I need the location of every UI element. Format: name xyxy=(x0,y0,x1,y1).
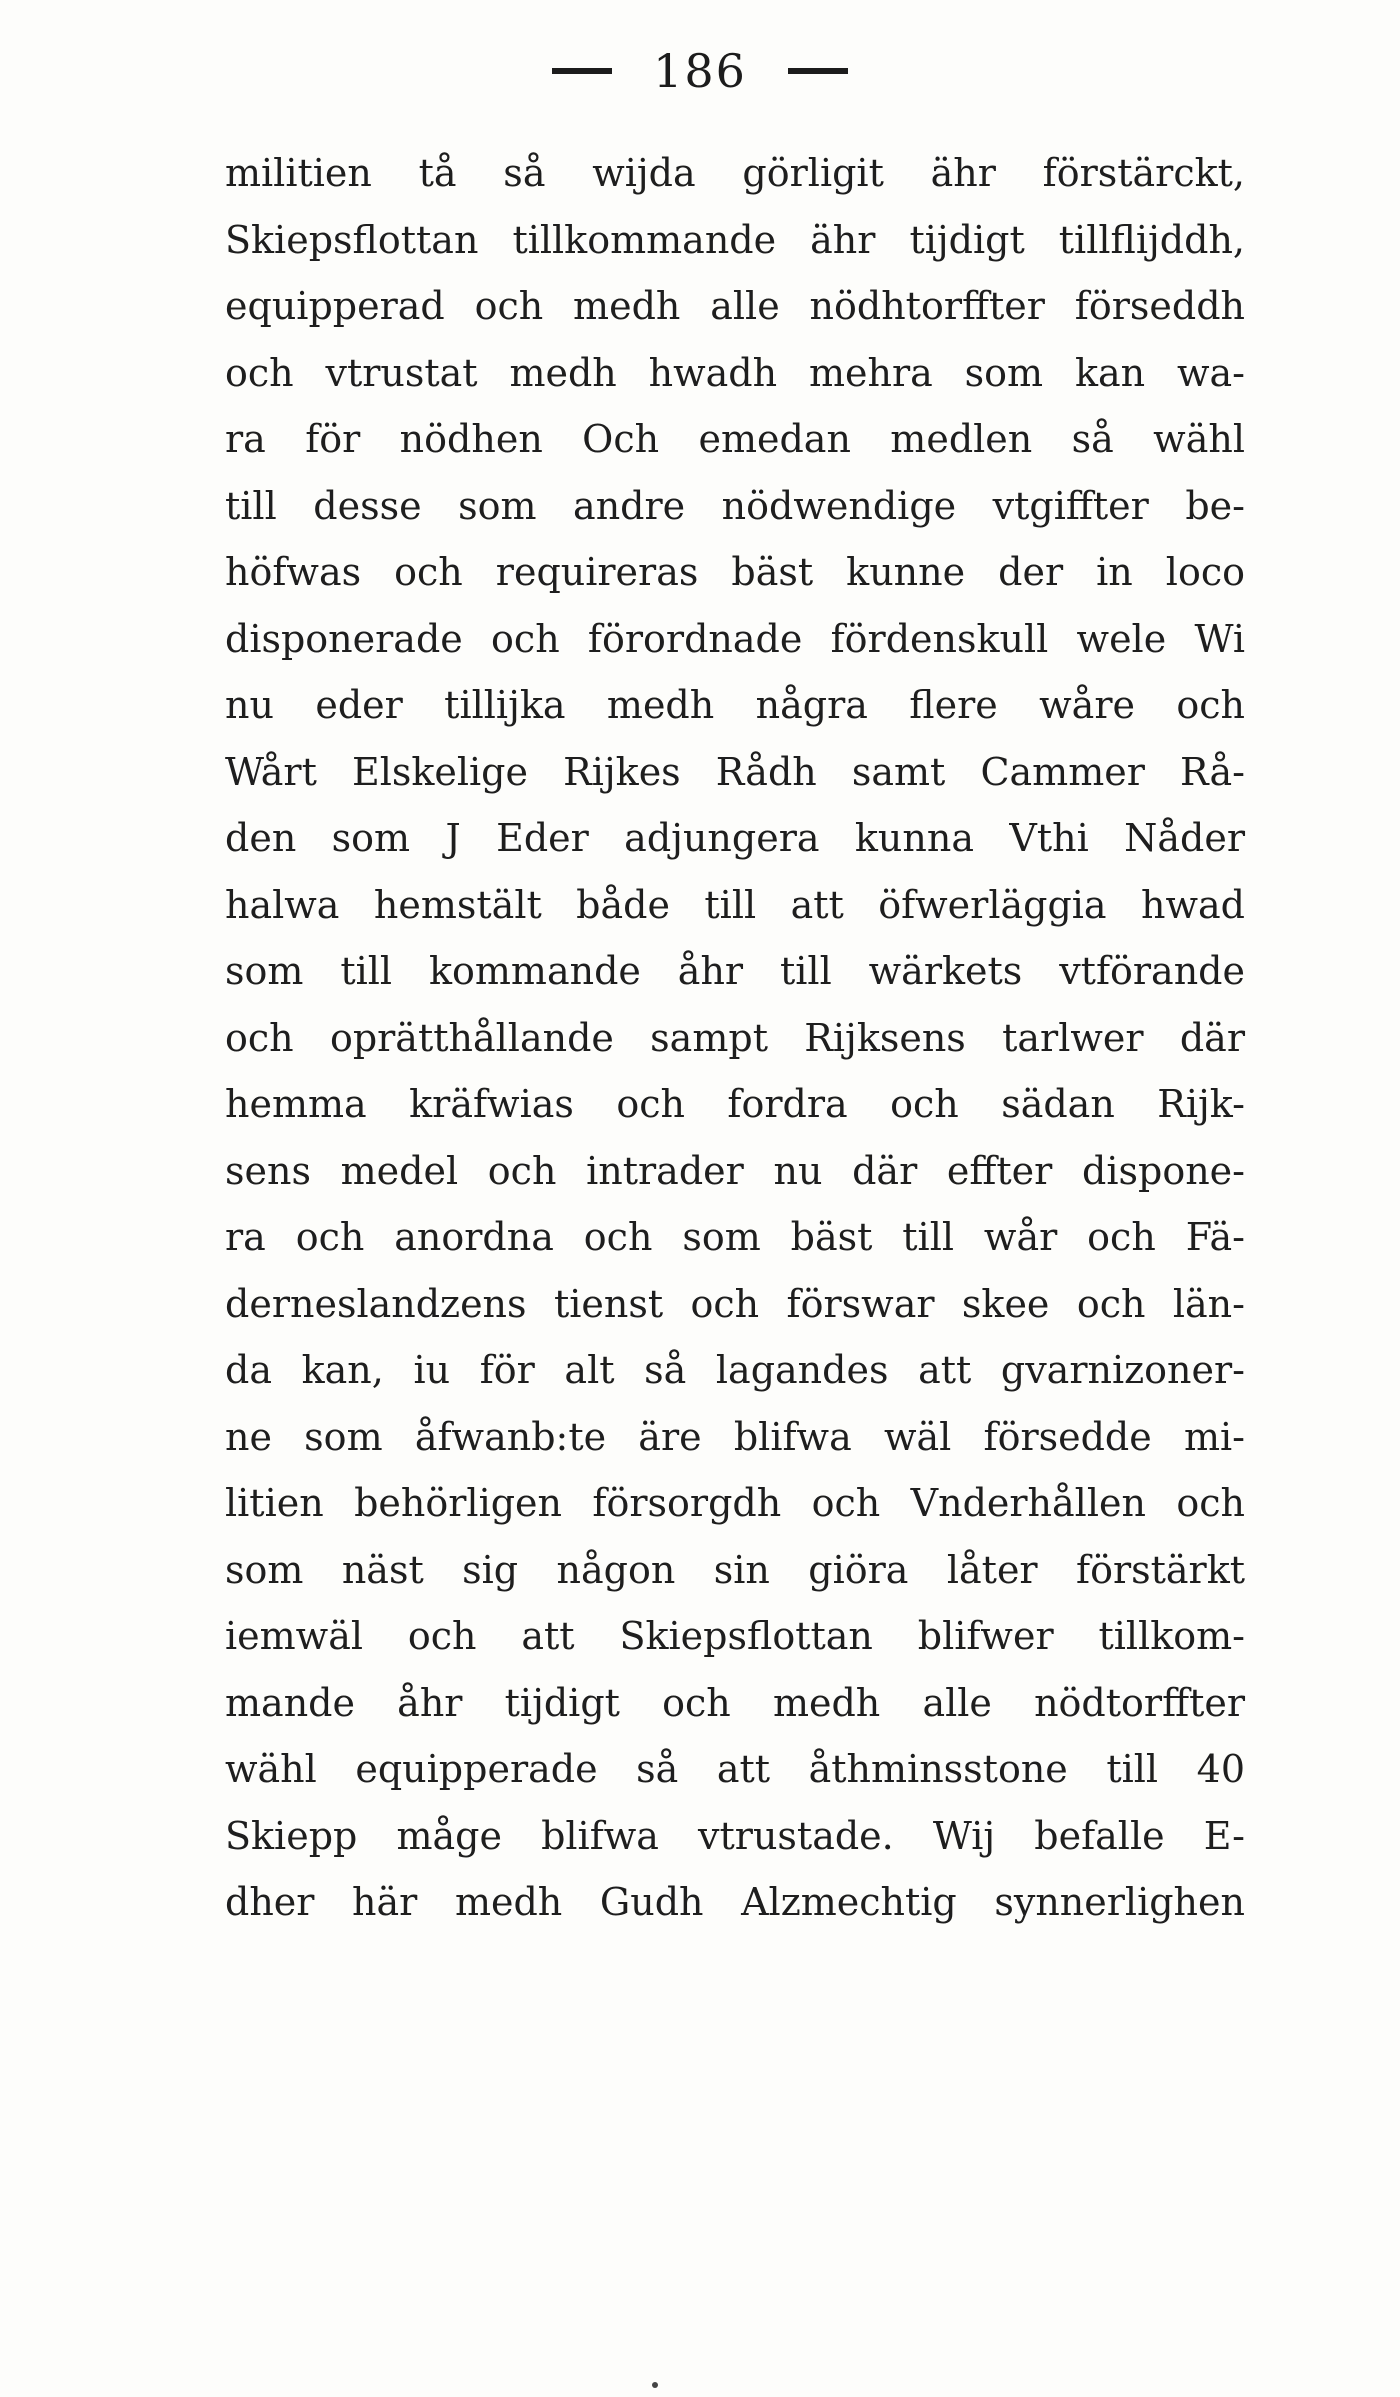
text-line: Wårt Elskelige Rijkes Rådh samt Cammer Rå- xyxy=(225,749,1245,794)
text-line: wähl equipperade så att åthminsstone till 40 xyxy=(225,1747,1245,1791)
page-header xyxy=(0,40,1400,120)
text-line: ra och anordna och som bäst till wår och Fä- xyxy=(225,1215,1245,1259)
text-line: litien behörligen försorgdh och Vnderhållen och xyxy=(225,1481,1245,1525)
text-line: och oprätthållande sampt Rijksens tarlwer där xyxy=(225,1015,1245,1060)
text-line: Skiepsflottan tillkommande ähr tijdigt tillflijddh, xyxy=(225,217,1245,262)
text-line: halwa hemstält både till att öfwerläggia hwad xyxy=(225,882,1245,927)
text-line: iemwäl och att Skiepsflottan blifwer tillkom- xyxy=(225,1614,1245,1658)
left-dash-ornament xyxy=(552,68,612,74)
text-line: som till kommande åhr till wärkets vtförande xyxy=(225,949,1245,993)
text-line: som näst sig någon sin giöra låter förstärkt xyxy=(225,1547,1245,1592)
text-line: sens medel och intrader nu där effter dispone- xyxy=(225,1148,1245,1193)
text-line: ra för nödhen Och emedan medlen så wähl xyxy=(225,417,1245,461)
text-line: derneslandzens tienst och förswar skee och län- xyxy=(225,1281,1245,1326)
text-line: da kan, iu för alt så lagandes att gvarnizoner- xyxy=(225,1348,1245,1392)
text-line: till desse som andre nödwendige vtgiffter be- xyxy=(225,483,1245,528)
text-line: mande åhr tijdigt och medh alle nödtorffter xyxy=(225,1680,1245,1725)
text-line: dher här medh Gudh Alzmechtig synnerlighen xyxy=(225,1880,1245,1924)
right-dash-ornament xyxy=(788,68,848,74)
text-line: och vtrustat medh hwadh mehra som kan wa- xyxy=(225,350,1245,395)
text-line: equipperad och medh alle nödhtorffter förseddh xyxy=(225,284,1245,328)
print-speck xyxy=(652,2382,658,2388)
text-line: Skiepp måge blifwa vtrustade. Wij befalle E- xyxy=(225,1813,1245,1858)
text-line: höfwas och requireras bäst kunne der in loco xyxy=(225,550,1245,594)
text-line: militien tå så wijda görligit ähr förstärckt, xyxy=(225,151,1245,195)
text-line: hemma kräfwias och fordra och sädan Rijk- xyxy=(225,1082,1245,1126)
body-text xyxy=(225,140,1245,1936)
text-line: ne som åfwanb:te äre blifwa wäl försedde mi- xyxy=(225,1414,1245,1459)
text-line: den som J Eder adjungera kunna Vthi Nåder xyxy=(225,816,1245,860)
page-number: 186 xyxy=(653,44,747,98)
text-line: disponerade och förordnade fördenskull wele Wi xyxy=(225,616,1245,661)
text-line: nu eder tillijka medh några flere wåre och xyxy=(225,683,1245,727)
